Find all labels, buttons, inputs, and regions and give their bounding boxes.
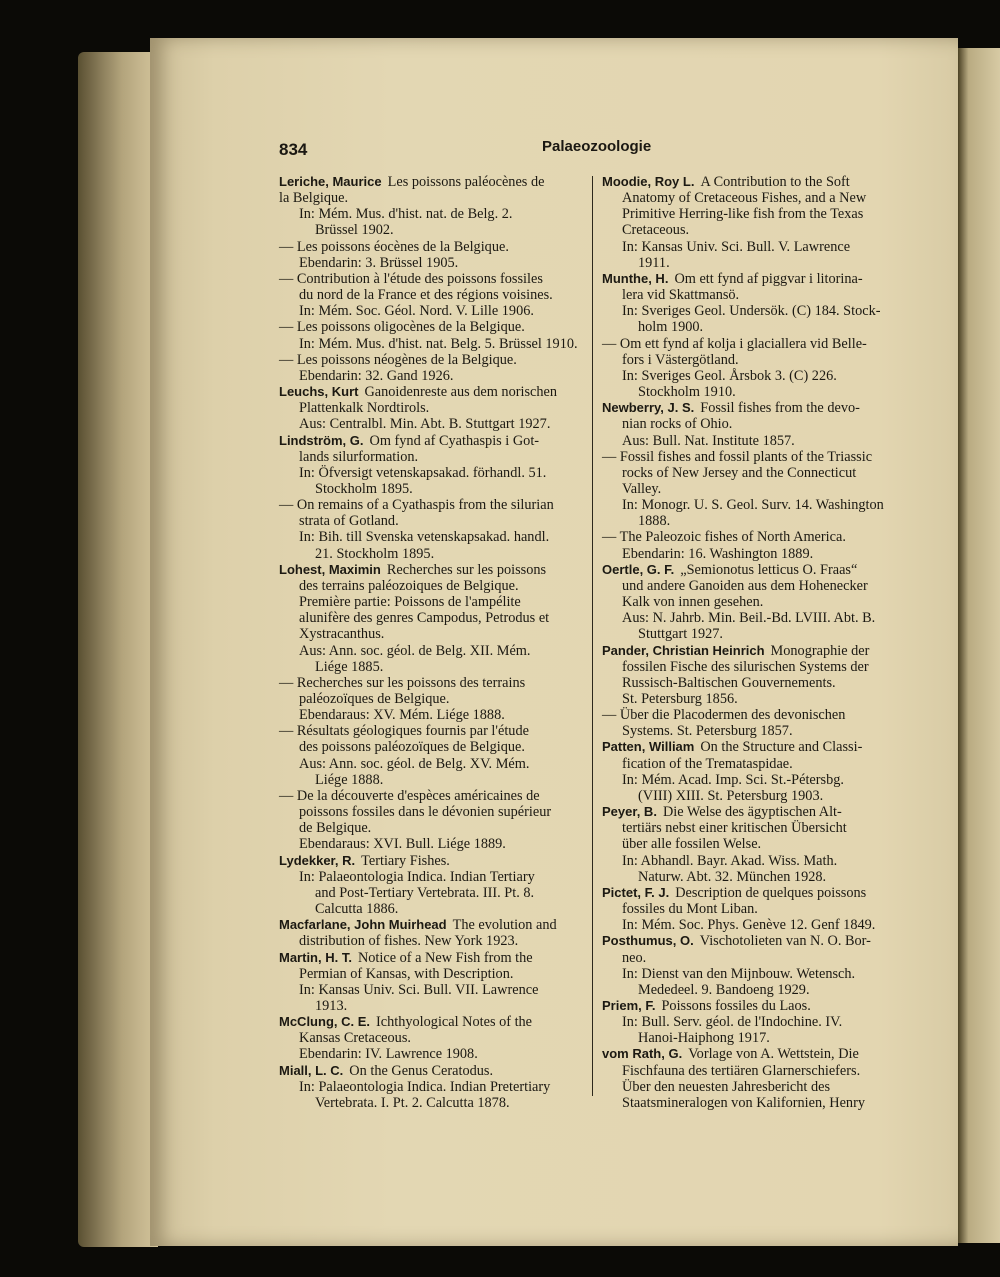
entry-text: strata of Gotland. — [299, 513, 399, 530]
bibliography-entry — [602, 271, 902, 400]
entry-line — [602, 206, 902, 222]
entry-text: poissons fossiles dans le dévonien supérieur — [299, 804, 552, 821]
entry-line — [279, 239, 579, 255]
entry-line — [602, 384, 902, 400]
entry-line — [279, 433, 579, 449]
entry-text: In: Palaeontologia Indica. Indian Tertiary — [299, 868, 535, 885]
entry-text: tertiärs nebst einer kritischen Übersicht — [622, 820, 847, 837]
entry-text: 1911. — [638, 254, 670, 271]
bibliography-entry — [279, 433, 579, 562]
entry-line — [602, 578, 902, 594]
running-head: Palaeozoologie — [542, 138, 652, 155]
entry-line — [279, 190, 579, 206]
entry-author: Pander, Christian Heinrich — [602, 642, 765, 658]
entry-text: Ebendaraus: XV. Mém. Liége 1888. — [299, 707, 505, 724]
entry-line — [279, 255, 579, 271]
entry-text: Les poissons paléocènes de — [387, 174, 545, 190]
entry-text: Ebendaraus: XVI. Bull. Liége 1889. — [299, 836, 506, 853]
entry-text: Russisch-Baltischen Gouvernements. — [622, 674, 836, 691]
entry-line — [279, 400, 579, 416]
entry-text: In: Bih. till Svenska vetenskapsakad. handl. — [299, 529, 550, 546]
entry-text: Calcutta 1886. — [315, 901, 399, 918]
entry-line — [602, 174, 902, 190]
entry-line — [279, 481, 579, 497]
entry-text: 1888. — [638, 513, 671, 530]
bibliography-entry — [279, 917, 579, 949]
entry-line — [602, 998, 902, 1014]
bibliography-entry — [602, 998, 902, 1046]
entry-line — [279, 691, 579, 707]
entry-author: Leriche, Maurice — [279, 174, 382, 189]
entry-line — [602, 1014, 902, 1030]
bibliography-entry — [602, 804, 902, 885]
entry-text: Vorlage von A. Wettstein, Die — [688, 1046, 859, 1063]
entry-text: In: Sveriges Geol. Årsbok 3. (C) 226. — [622, 367, 837, 384]
entry-text: alunifère des genres Campodus, Petrodus et — [299, 610, 550, 627]
entry-text: In: Abhandl. Bayr. Akad. Wiss. Math. — [622, 852, 838, 869]
entry-line — [602, 352, 902, 368]
entry-text: — The Paleozoic fishes of North America. — [602, 529, 846, 546]
entry-line — [279, 820, 579, 836]
entry-text: Aus: Bull. Nat. Institute 1857. — [622, 432, 795, 449]
entry-line — [279, 384, 579, 400]
bibliography-entry — [602, 562, 902, 643]
entry-line — [602, 756, 902, 772]
entry-author: Lydekker, R. — [279, 852, 356, 868]
entry-line — [602, 1063, 902, 1079]
entry-line — [279, 1046, 579, 1062]
entry-line — [602, 950, 902, 966]
entry-text: rocks of New Jersey and the Connecticut — [622, 464, 857, 481]
entry-line — [279, 756, 579, 772]
entry-text: Mededeel. 9. Bandoeng 1929. — [638, 981, 810, 998]
bibliography-entry — [279, 1014, 579, 1062]
entry-line — [279, 998, 579, 1014]
entry-text: — Recherches sur les poissons des terrains — [279, 674, 526, 691]
entry-author: Lohest, Maximin — [279, 561, 381, 577]
entry-line — [602, 594, 902, 610]
entry-line — [279, 1079, 579, 1095]
entry-text: On the Structure and Classi- — [700, 739, 863, 756]
entry-text: Über den neuesten Jahresbericht des — [622, 1078, 831, 1095]
entry-line — [602, 1095, 902, 1111]
entry-line — [279, 416, 579, 432]
entry-text: Staatsmineralogen von Kalifornien, Henry — [622, 1094, 865, 1111]
entry-line — [279, 966, 579, 982]
entry-text: Anatomy of Cretaceous Fishes, and a New — [622, 190, 867, 207]
entry-author: Munthe, H. — [602, 270, 669, 286]
entry-text: In: Mém. Mus. d'hist. nat. Belg. 5. Brüssel 1910. — [299, 335, 578, 352]
bibliography-entry — [602, 933, 902, 998]
entry-author: Leuchs, Kurt — [279, 384, 359, 400]
entry-text: Naturw. Abt. 32. München 1928. — [638, 868, 827, 885]
entry-text: Liége 1888. — [315, 771, 384, 788]
entry-line — [602, 691, 902, 707]
entry-line — [279, 675, 579, 691]
entry-text: Tertiary Fishes. — [361, 852, 450, 869]
entry-text: Monographie der — [770, 642, 870, 659]
entry-text: Aus: Centralbl. Min. Abt. B. Stuttgart 1927. — [299, 416, 551, 433]
entry-line — [279, 352, 579, 368]
page-number: 834 — [279, 140, 308, 159]
entry-text: — Les poissons néogènes de la Belgique. — [279, 351, 517, 368]
entry-line — [602, 465, 902, 481]
entry-text: neo. — [622, 949, 647, 966]
entry-text: — Fossil fishes and fossil plants of the Triassic — [602, 448, 873, 465]
entry-text: Recherches sur les poissons — [386, 561, 547, 578]
entry-text: Ganoidenreste aus dem norischen — [364, 384, 558, 401]
facing-page-edge — [958, 48, 1000, 1243]
entry-author: Pictet, F. J. — [602, 884, 670, 900]
entry-line — [279, 610, 579, 626]
entry-line — [279, 950, 579, 966]
entry-text: 21. Stockholm 1895. — [315, 545, 435, 562]
entry-text: Plattenkalk Nordtirols. — [299, 400, 430, 417]
book-page-edges — [78, 52, 158, 1247]
entry-line — [279, 206, 579, 222]
entry-text: In: Mém. Acad. Imp. Sci. St.-Pétersbg. — [622, 771, 844, 788]
entry-line — [602, 222, 902, 238]
entry-author: Newberry, J. S. — [602, 400, 695, 416]
entry-text: Ebendarin: 16. Washington 1889. — [622, 545, 814, 562]
entry-text: lera vid Skattmansö. — [622, 287, 740, 304]
entry-line — [279, 804, 579, 820]
entry-line — [279, 1014, 579, 1030]
entry-line — [602, 610, 902, 626]
bibliography-right-column — [602, 174, 902, 1111]
entry-line — [279, 723, 579, 739]
entry-line — [602, 982, 902, 998]
entry-line — [279, 885, 579, 901]
entry-text: — Les poissons oligocènes de la Belgique. — [279, 319, 525, 336]
entry-text: In: Öfversigt vetenskapsakad. förhandl. 51. — [299, 464, 547, 481]
entry-text: Notice of a New Fish from the — [357, 949, 533, 966]
entry-line — [602, 820, 902, 836]
entry-author: McClung, C. E. — [279, 1014, 370, 1030]
entry-line — [279, 1063, 579, 1079]
entry-line — [602, 966, 902, 982]
entry-line — [602, 287, 902, 303]
bibliography-entry — [279, 384, 579, 432]
bibliography-left-column — [279, 174, 579, 1111]
entry-text: Première partie: Poissons de l'ampélite — [299, 594, 521, 611]
entry-text: über alle fossilen Welse. — [622, 836, 762, 853]
entry-text: The evolution and — [452, 917, 557, 934]
entry-author: Miall, L. C. — [279, 1062, 344, 1078]
entry-author: Priem, F. — [602, 997, 656, 1013]
entry-line — [279, 772, 579, 788]
entry-text: Stockholm 1910. — [638, 384, 736, 401]
entry-text: Fossil fishes from the devo- — [700, 400, 860, 417]
entry-text: (VIII) XIII. St. Petersburg 1903. — [638, 787, 824, 804]
entry-text: On the Genus Ceratodus. — [349, 1062, 494, 1079]
entry-text: In: Mém. Soc. Phys. Genève 12. Genf 1849. — [622, 917, 876, 934]
bibliography-entry — [602, 739, 902, 804]
entry-text: Kansas Cretaceous. — [299, 1030, 411, 1047]
entry-text: Xystracanthus. — [299, 626, 385, 643]
column-divider — [592, 176, 593, 1096]
entry-text: — Les poissons éocènes de la Belgique. — [279, 238, 509, 255]
entry-line — [602, 675, 902, 691]
entry-line — [279, 1030, 579, 1046]
entry-line — [602, 626, 902, 642]
entry-text: Permian of Kansas, with Description. — [299, 965, 514, 982]
entry-line — [279, 449, 579, 465]
entry-author: Posthumus, O. — [602, 933, 694, 949]
entry-line — [602, 1030, 902, 1046]
entry-text: des poissons paléozoïques de Belgique. — [299, 739, 525, 756]
entry-line — [602, 529, 902, 545]
entry-text: Primitive Herring-like fish from the Texas — [622, 206, 864, 223]
entry-text: Ebendarin: 3. Brüssel 1905. — [299, 254, 459, 271]
entry-text: and Post-Tertiary Vertebrata. III. Pt. 8. — [315, 884, 535, 901]
entry-author: Patten, William — [602, 739, 695, 755]
entry-text: lands silurformation. — [299, 448, 419, 465]
entry-text: Poissons fossiles du Laos. — [661, 997, 811, 1014]
entry-line — [279, 869, 579, 885]
entry-text: du nord de la France et des régions voisines. — [299, 287, 553, 304]
bibliography-entry — [279, 562, 579, 853]
entry-line — [602, 562, 902, 578]
bibliography-entry — [602, 1046, 902, 1111]
bibliography-entry — [602, 174, 902, 271]
entry-author: vom Rath, G. — [602, 1046, 683, 1062]
entry-line — [602, 271, 902, 287]
entry-text: — Om ett fynd af kolja i glaciallera vid Belle- — [602, 335, 867, 352]
entry-text: la Belgique. — [279, 190, 349, 207]
entry-text: — De la découverte d'espèces américaines de — [279, 787, 540, 804]
entry-line — [602, 190, 902, 206]
entry-text: Kalk von innen gesehen. — [622, 594, 764, 611]
entry-text: fossiles du Mont Liban. — [622, 901, 758, 918]
entry-text: St. Petersburg 1856. — [622, 691, 738, 707]
entry-line — [602, 497, 902, 513]
entry-text: und andere Ganoiden aus dem Hohenecker — [622, 577, 868, 594]
entry-text: Aus: N. Jahrb. Min. Beil.-Bd. LVIII. Abt. B. — [622, 610, 876, 627]
entry-author: Macfarlane, John Muirhead — [279, 917, 447, 933]
entry-line — [279, 529, 579, 545]
entry-text: In: Palaeontologia Indica. Indian Pretertiary — [299, 1078, 551, 1095]
entry-author: Moodie, Roy L. — [602, 174, 695, 189]
entry-line — [602, 513, 902, 529]
entry-line — [279, 287, 579, 303]
entry-line — [602, 336, 902, 352]
entry-line — [279, 853, 579, 869]
entry-text: Liége 1885. — [315, 658, 384, 675]
entry-line — [279, 271, 579, 287]
entry-text: — Résultats géologiques fournis par l'étude — [279, 723, 529, 740]
entry-line — [602, 449, 902, 465]
entry-author: Oertle, G. F. — [602, 561, 675, 577]
entry-text: de Belgique. — [299, 820, 372, 837]
entry-line — [602, 1079, 902, 1095]
entry-line — [279, 901, 579, 917]
entry-line — [602, 400, 902, 416]
entry-text: Fischfauna des tertiären Glarnerschiefers. — [622, 1062, 861, 1079]
entry-line — [602, 481, 902, 497]
entry-line — [279, 982, 579, 998]
entry-line — [279, 739, 579, 755]
entry-text: Hanoi-Haiphong 1917. — [638, 1030, 770, 1047]
entry-text: Vertebrata. I. Pt. 2. Calcutta 1878. — [315, 1094, 510, 1111]
entry-line — [602, 885, 902, 901]
entry-text: A Contribution to the Soft — [700, 174, 850, 190]
entry-line — [279, 788, 579, 804]
entry-line — [602, 659, 902, 675]
entry-text: Vischotolieten van N. O. Bor- — [699, 933, 871, 950]
entry-text: In: Monogr. U. S. Geol. Surv. 14. Washington — [622, 497, 884, 514]
entry-text: Brüssel 1902. — [315, 222, 394, 239]
bibliography-entry — [602, 885, 902, 933]
entry-text: In: Kansas Univ. Sci. Bull. VII. Lawrence — [299, 981, 539, 998]
bibliography-entry — [602, 643, 902, 740]
entry-line — [279, 319, 579, 335]
bibliography-entry — [279, 950, 579, 1015]
bibliography-entry — [279, 174, 579, 384]
entry-text: In: Mém. Mus. d'hist. nat. de Belg. 2. — [299, 206, 513, 223]
entry-line — [279, 465, 579, 481]
entry-text: Stuttgart 1927. — [638, 626, 723, 643]
entry-text: „Semionotus letticus O. Fraas“ — [680, 561, 858, 578]
entry-text: Cretaceous. — [622, 222, 690, 239]
entry-line — [602, 416, 902, 432]
entry-author: Peyer, B. — [602, 804, 657, 820]
entry-line — [279, 513, 579, 529]
entry-line — [279, 933, 579, 949]
entry-text: Valley. — [622, 480, 662, 497]
entry-line — [279, 336, 579, 352]
entry-line — [602, 804, 902, 820]
entry-text: In: Bull. Serv. géol. de l'Indochine. IV. — [622, 1014, 843, 1031]
entry-text: paléozoïques de Belgique. — [299, 691, 450, 707]
entry-line — [602, 707, 902, 723]
entry-text: holm 1900. — [638, 319, 704, 336]
bibliography-entry — [602, 400, 902, 562]
entry-line — [602, 255, 902, 271]
entry-line — [602, 788, 902, 804]
entry-text: — Über die Placodermen des devonischen — [602, 707, 846, 724]
entry-text: des terrains paléozoiques de Belgique. — [299, 577, 519, 594]
entry-text: — On remains of a Cyathaspis from the silurian — [279, 497, 554, 514]
entry-text: distribution of fishes. New York 1923. — [299, 933, 519, 950]
entry-line — [279, 594, 579, 610]
entry-text: Om fynd af Cyathaspis i Got- — [369, 432, 540, 449]
entry-line — [602, 368, 902, 384]
entry-text: nian rocks of Ohio. — [622, 416, 733, 433]
entry-line — [279, 368, 579, 384]
bibliography-entry — [279, 1063, 579, 1111]
entry-line — [279, 626, 579, 642]
entry-text: Aus: Ann. soc. géol. de Belg. XII. Mém. — [299, 642, 531, 659]
entry-line — [602, 1046, 902, 1062]
entry-text: Ebendarin: IV. Lawrence 1908. — [299, 1046, 478, 1063]
entry-text: fors i Västergötland. — [622, 351, 739, 368]
entry-line — [279, 643, 579, 659]
entry-author: Lindström, G. — [279, 432, 364, 448]
entry-text: Description de quelques poissons — [675, 884, 867, 901]
entry-line — [602, 869, 902, 885]
entry-line — [279, 1095, 579, 1111]
bibliography-entry — [279, 853, 579, 918]
entry-line — [602, 901, 902, 917]
entry-text: — Contribution à l'étude des poissons fossiles — [279, 270, 543, 287]
entry-line — [279, 917, 579, 933]
entry-text: Systems. St. Petersburg 1857. — [622, 723, 793, 740]
entry-line — [602, 239, 902, 255]
entry-line — [279, 836, 579, 852]
entry-line — [279, 497, 579, 513]
entry-line — [279, 222, 579, 238]
entry-text: Die Welse des ägyptischen Alt- — [662, 804, 842, 821]
entry-line — [602, 836, 902, 852]
entry-line — [279, 707, 579, 723]
entry-line — [279, 303, 579, 319]
entry-line — [279, 578, 579, 594]
entry-line — [279, 562, 579, 578]
entry-line — [602, 739, 902, 755]
entry-text: In: Mém. Soc. Géol. Nord. V. Lille 1906. — [299, 303, 534, 320]
entry-line — [602, 917, 902, 933]
entry-text: Ichthyological Notes of the — [376, 1014, 533, 1031]
entry-text: 1913. — [315, 997, 348, 1014]
entry-text: Aus: Ann. soc. géol. de Belg. XV. Mém. — [299, 755, 530, 772]
entry-text: fication of the Tremataspidae. — [622, 755, 793, 772]
entry-line — [602, 319, 902, 335]
entry-line — [602, 643, 902, 659]
entry-text: Stockholm 1895. — [315, 480, 413, 497]
entry-text: fossilen Fische des silurischen Systems der — [622, 658, 869, 675]
entry-line — [279, 659, 579, 675]
entry-line — [602, 772, 902, 788]
entry-line — [602, 433, 902, 449]
entry-text: In: Kansas Univ. Sci. Bull. V. Lawrence — [622, 238, 851, 255]
entry-text: In: Dienst van den Mijnbouw. Wetensch. — [622, 965, 856, 982]
entry-line — [279, 546, 579, 562]
entry-line — [602, 546, 902, 562]
entry-line — [602, 853, 902, 869]
entry-text: Om ett fynd af piggvar i litorina- — [674, 270, 863, 287]
entry-line — [602, 303, 902, 319]
entry-text: Ebendarin: 32. Gand 1926. — [299, 367, 454, 384]
entry-author: Martin, H. T. — [279, 949, 352, 965]
entry-line — [602, 723, 902, 739]
entry-line — [602, 933, 902, 949]
entry-line — [279, 174, 579, 190]
entry-text: In: Sveriges Geol. Undersök. (C) 184. Stock- — [622, 303, 881, 320]
